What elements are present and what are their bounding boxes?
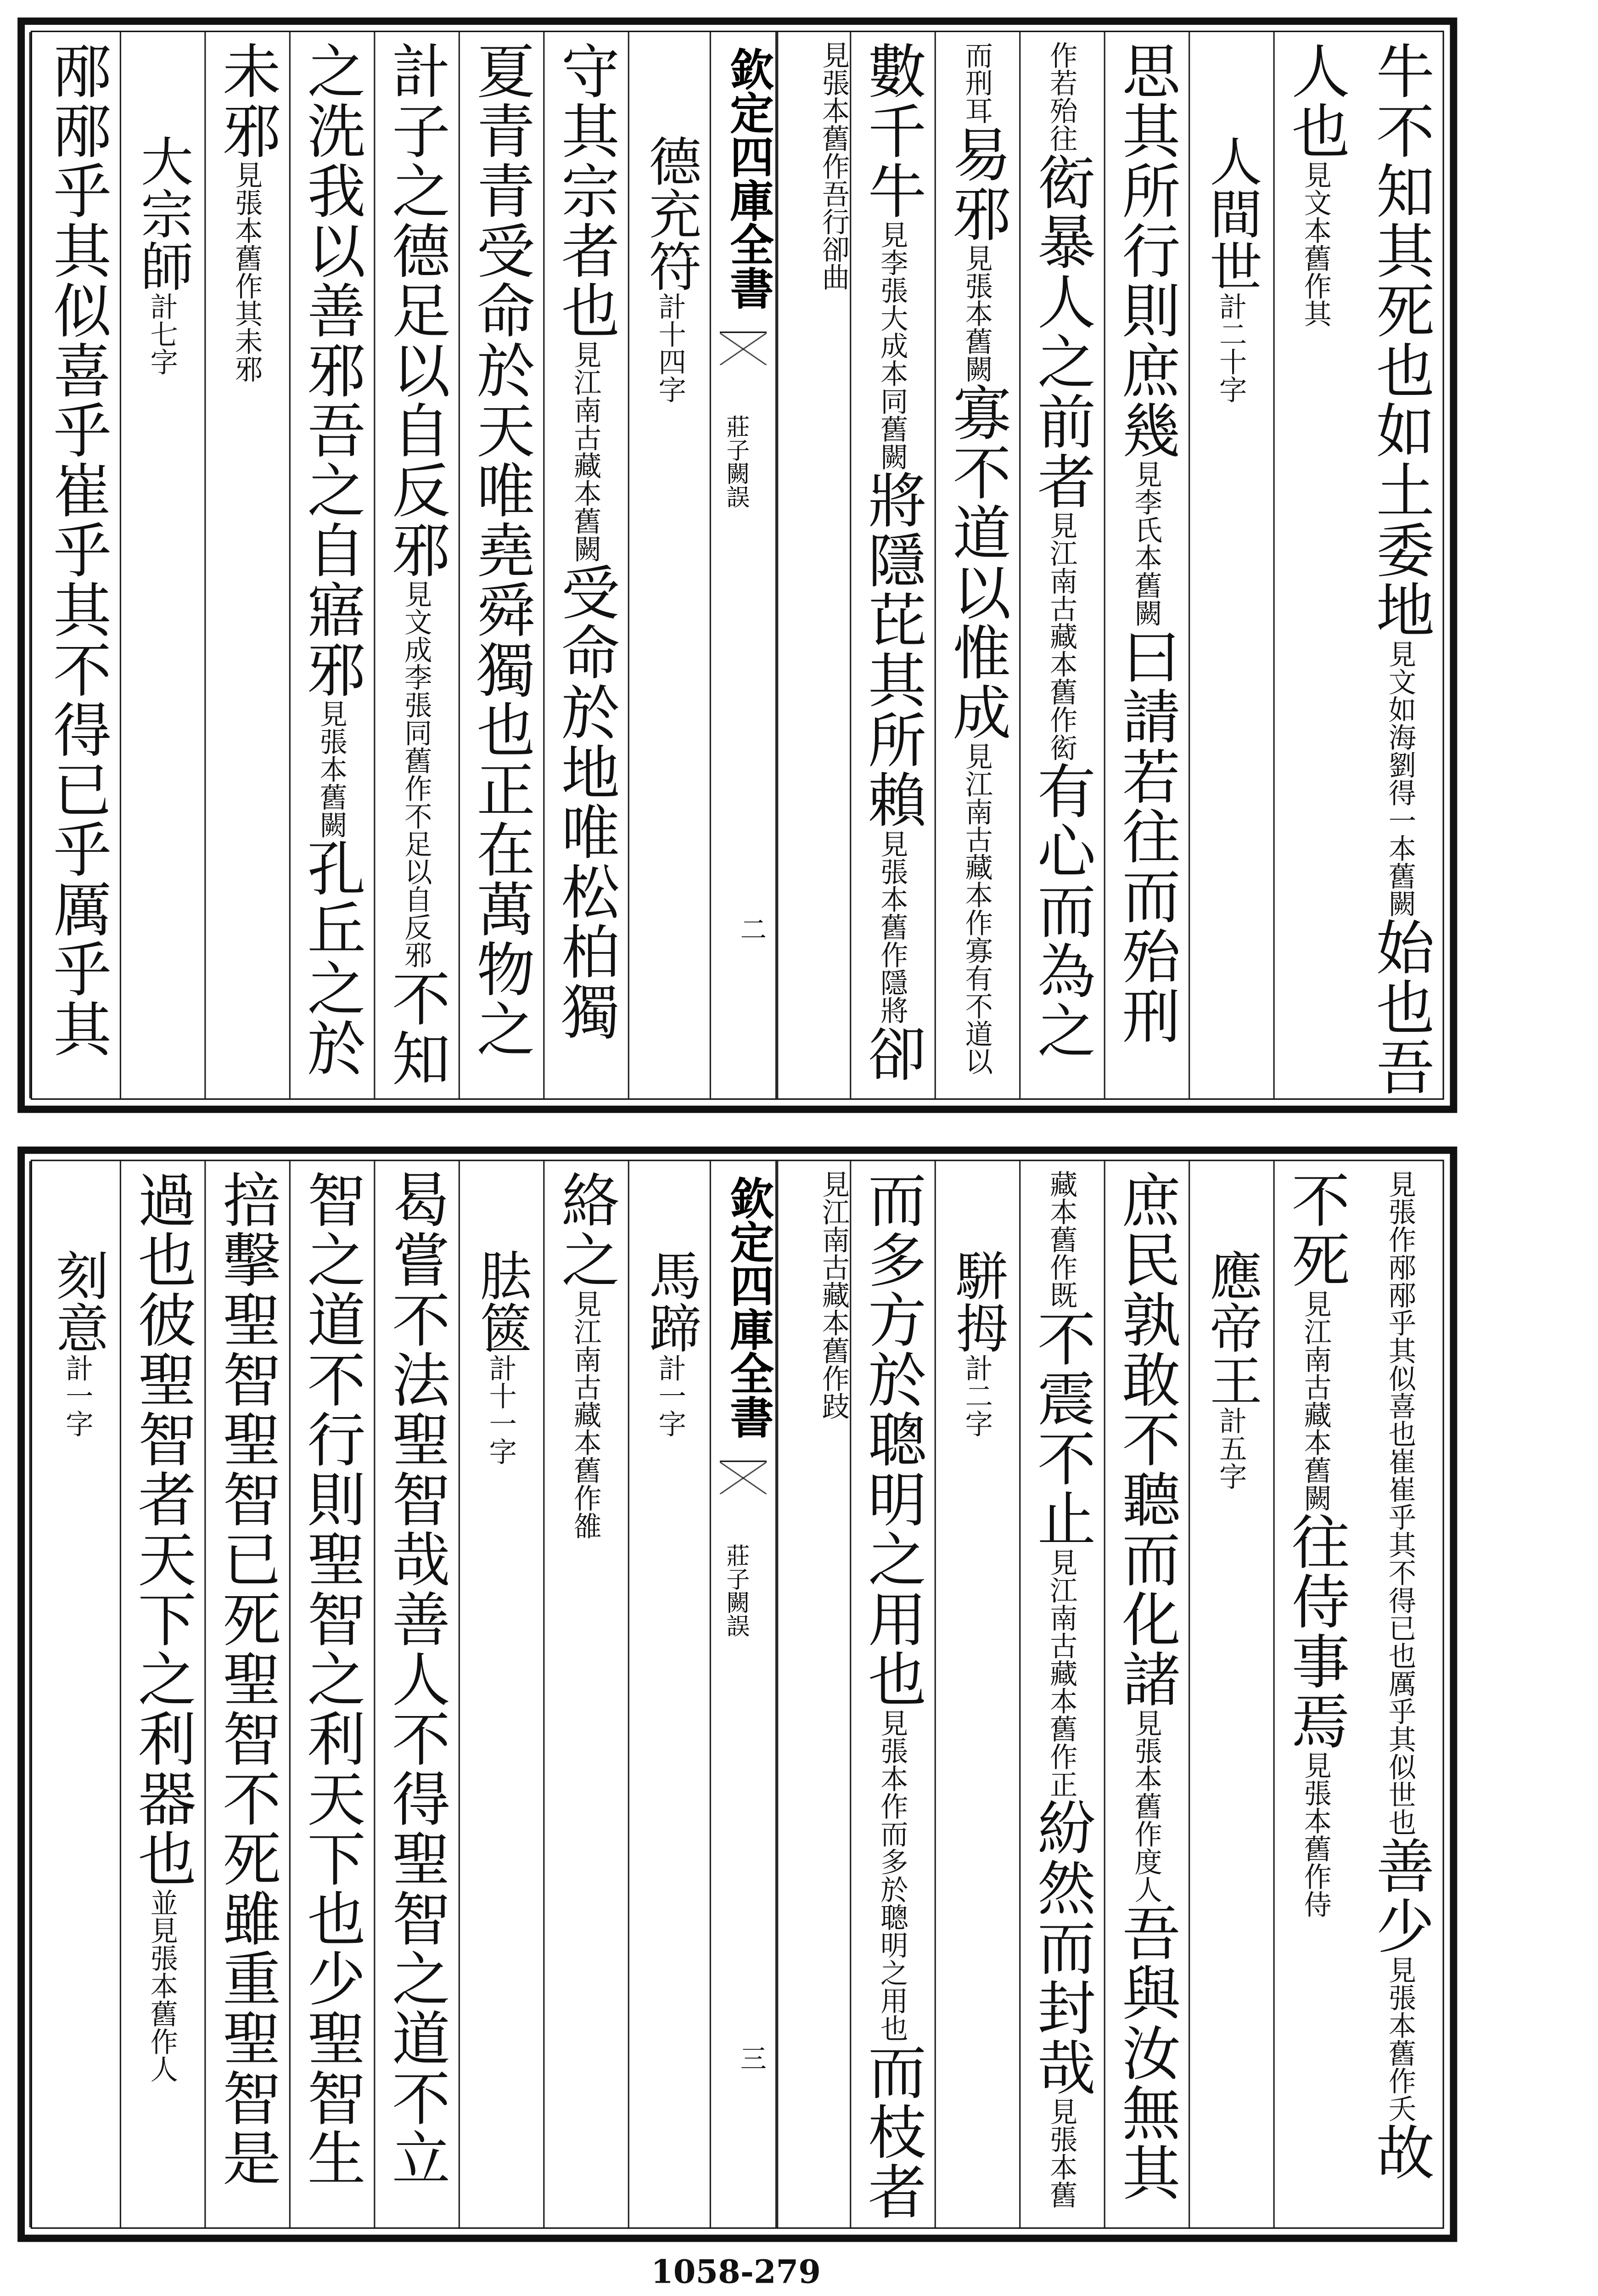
character-count: 計十四字: [654, 292, 686, 403]
annotation: 藏本舊作既: [1045, 1170, 1078, 1309]
text-column: [289, 32, 374, 1098]
chapter-title: 應帝王: [1201, 1249, 1262, 1407]
main-text: 吾與汝無其: [1112, 1903, 1180, 2203]
annotation: 見江南古藏本舊作正: [1045, 1548, 1078, 1798]
annotation: 見張本舊作夭: [1384, 1955, 1417, 2122]
text-column: [543, 1161, 628, 2228]
character-count: 計五字: [1215, 1406, 1247, 1490]
text-column: [1104, 32, 1189, 1098]
bottom-page: [17, 1147, 1457, 2242]
chapter-heading-column: [29, 1161, 120, 2228]
annotation: 見張本舊闕: [960, 244, 993, 383]
text-column: [1104, 1161, 1189, 2228]
main-text: 不震不止: [1028, 1308, 1095, 1548]
collection-title: 欽定四庫全書: [721, 46, 773, 310]
book-title: 莊子闕誤: [723, 1543, 751, 1638]
chapter-heading-column: [1189, 1161, 1273, 2228]
leaf-number: 三: [736, 2044, 767, 2071]
chapter-heading-column: [628, 32, 712, 1098]
annotation: 見張本作而多於聰明之用也: [876, 1709, 908, 2042]
character-count: 計十一字: [484, 1354, 517, 1465]
main-text: 將隱芘其所賴: [858, 470, 926, 830]
main-text: 牛不知其死也如土委地: [1367, 41, 1434, 640]
text-column: [204, 32, 289, 1098]
text-column: [289, 1161, 374, 2228]
annotation: 見李張大成本同舊闕: [876, 220, 908, 471]
text-column: [777, 32, 850, 1098]
character-count: 計一字: [61, 1354, 94, 1437]
main-text: 計子之德: [382, 41, 450, 281]
main-text: 數千牛: [858, 41, 926, 221]
main-text: 曰請若往而殆刑: [1112, 626, 1180, 1046]
annotation: 見張作邴邴乎其似喜也崔崔乎其不得已也厲乎其似世也: [1384, 1170, 1417, 1836]
annotation: 見張本舊作其未邪: [230, 160, 263, 383]
main-text: 掊擊聖智聖智已死聖智不死雖重聖智是: [213, 1170, 280, 2188]
main-text: 庶民孰敢不聽而化諸: [1112, 1170, 1180, 1709]
top-page-frame: [31, 31, 1444, 1100]
text-column: [1358, 32, 1442, 1098]
character-count: 計二字: [960, 1354, 993, 1437]
chapter-heading-column: [120, 32, 204, 1098]
annotation: 見江南古藏本作寡有不道以: [960, 742, 993, 1075]
main-text: 易邪: [943, 124, 1011, 244]
annotation: 見張本舊: [1045, 2097, 1078, 2209]
character-count: 計二十字: [1215, 292, 1247, 403]
text-column: [204, 1161, 289, 2228]
annotation: 見江南古藏本舊作雒: [569, 1289, 602, 1540]
annotation: 見江南古藏本舊闕: [1299, 1289, 1332, 1512]
annotation: 見文成李張同舊作不足以自反邪: [400, 580, 432, 968]
chapter-title: 人間世: [1201, 134, 1262, 293]
main-text: 有心而為之: [1028, 761, 1095, 1061]
chapter-title: 刻意: [48, 1249, 108, 1354]
text-column: [543, 32, 628, 1098]
main-text: 守其宗者也: [552, 41, 619, 341]
main-text: 思其所行則庶幾: [1112, 41, 1180, 460]
main-text: 夏青青受命於天唯堯舜獨也正在萬物之: [467, 41, 535, 1059]
main-text: 紛然而封哉: [1028, 1798, 1095, 2098]
collection-title: 欽定四庫全書: [721, 1176, 773, 1439]
annotation: 見張本舊作吾行卻曲: [818, 41, 850, 291]
main-text: 衒暴人之前者: [1028, 152, 1095, 512]
bottom-page-frame: [31, 1159, 1444, 2228]
annotation: 見江南古藏本舊作跂: [818, 1170, 850, 1420]
annotation: 見張本舊作侍: [1299, 1751, 1332, 1918]
text-column: [1019, 32, 1104, 1098]
annotation: 見李氏本舊闕: [1130, 460, 1162, 627]
main-text: 孔丘之於: [297, 838, 365, 1078]
center-banner: [710, 1161, 777, 2228]
main-text: 邴邴乎其似喜乎崔乎其不得已乎厲乎其: [44, 41, 111, 1059]
fish-tail-mark: [720, 332, 767, 377]
text-column: [935, 32, 1019, 1098]
annotation: 見文如海劉得一本舊闕: [1384, 640, 1417, 917]
folio-number: 1058-279: [651, 2253, 821, 2292]
fish-tail-mark: [720, 1461, 767, 1506]
annotation: 見張本舊作隱將: [876, 829, 908, 1024]
annotation: 並見張本舊作人: [146, 1888, 179, 2083]
text-column: [374, 1161, 458, 2228]
annotation: 見張本舊作度人: [1130, 1709, 1162, 1903]
chapter-title: 胠篋: [471, 1249, 532, 1354]
chapter-title: 駢拇: [948, 1249, 1008, 1354]
chapter-heading-column: [1189, 32, 1273, 1098]
main-text: 而多方於聰明之用也: [858, 1170, 926, 1709]
text-column: [850, 1161, 934, 2228]
text-column: [777, 1161, 850, 2228]
main-text: 卻: [858, 1024, 926, 1084]
text-column: [459, 32, 543, 1098]
main-text: 人也: [1282, 41, 1349, 161]
main-text: 曷嘗不法聖智哉善人不得聖智之道不立: [382, 1170, 450, 2188]
text-column: [120, 1161, 204, 2228]
text-column: [1358, 1161, 1442, 2228]
main-text: 不知: [382, 968, 450, 1088]
main-text: 足以自反邪: [382, 280, 450, 580]
leaf-number: 二: [736, 916, 767, 942]
text-column: [374, 32, 458, 1098]
main-text: 善少: [1367, 1836, 1434, 1956]
main-text: 智之道不行則聖智之利天下也少聖智生: [297, 1170, 365, 2188]
chapter-title: 大宗師: [133, 134, 193, 293]
character-count: 計一字: [654, 1354, 686, 1437]
annotation: 見文本舊作其: [1299, 160, 1332, 327]
text-column: [1273, 1161, 1358, 2228]
top-page: [17, 17, 1457, 1113]
text-column: [850, 32, 934, 1098]
main-text: 不死: [1282, 1170, 1349, 1290]
main-text: 受命於地唯松柏獨: [552, 562, 619, 1041]
main-text: 過也彼聖智者天下之利器也: [128, 1170, 196, 1889]
center-banner: [710, 32, 777, 1098]
character-count: 計七字: [146, 292, 179, 376]
main-text: 絡之: [552, 1170, 619, 1290]
main-text: 而枝者: [858, 2042, 926, 2222]
chapter-title: 德充符: [641, 134, 701, 293]
main-text: 之洗我以善邪吾之自寤邪: [297, 41, 365, 700]
main-text: 未邪: [213, 41, 280, 161]
main-text: 寡不道以惟成: [943, 383, 1011, 742]
main-text: 故: [1367, 2122, 1434, 2182]
book-title: 莊子闕誤: [723, 415, 751, 508]
annotation: 而刑耳: [960, 41, 993, 124]
annotation: 作若殆往: [1045, 41, 1078, 152]
chapter-heading-column: [459, 1161, 543, 2228]
chapter-heading-column: [628, 1161, 712, 2228]
main-text: 始也吾: [1367, 917, 1434, 1097]
annotation: 見江南古藏本舊作衒: [1045, 511, 1078, 761]
main-text: 往侍事焉: [1282, 1511, 1349, 1751]
text-column: [1273, 32, 1358, 1098]
text-column: [1019, 1161, 1104, 2228]
chapter-title: 馬蹄: [641, 1249, 701, 1354]
annotation: 見江南古藏本舊闕: [569, 340, 602, 563]
text-column: [29, 32, 120, 1098]
annotation: 見張本舊闕: [315, 699, 348, 838]
chapter-heading-column: [935, 1161, 1019, 2228]
